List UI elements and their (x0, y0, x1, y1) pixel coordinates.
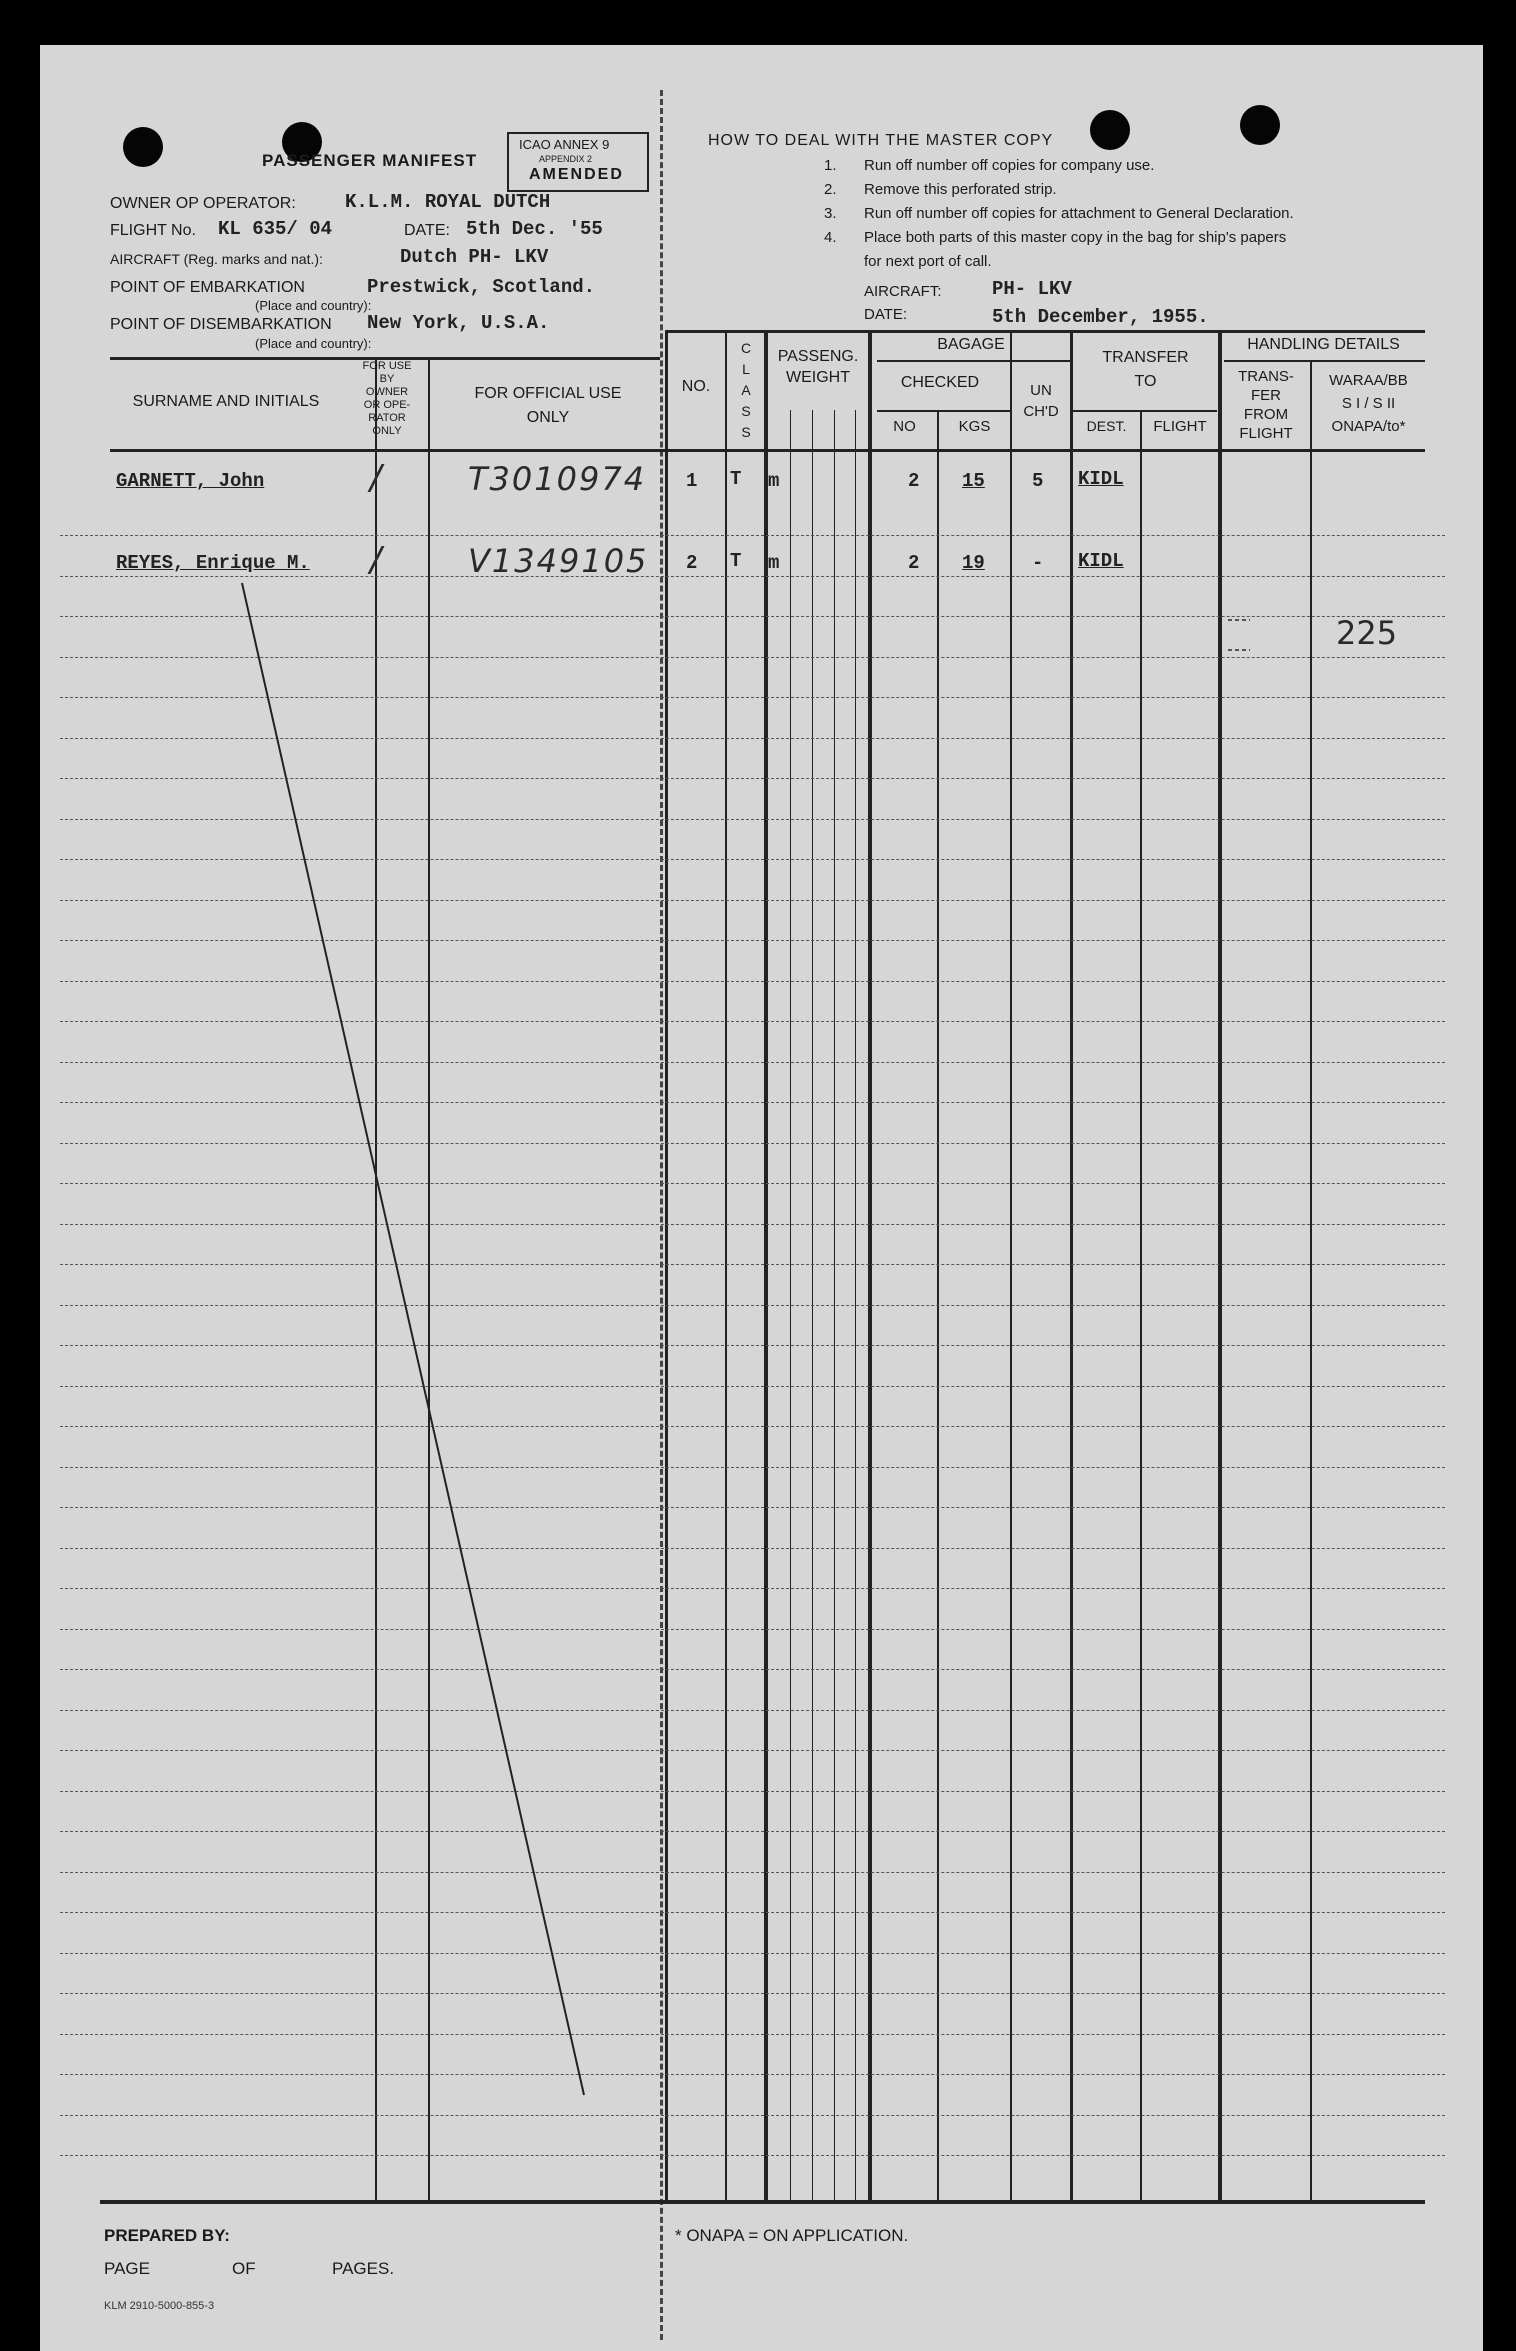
instr-date-label: DATE: (864, 306, 908, 323)
col-checked: CHECKED (900, 374, 980, 391)
col-flight: FLIGHT (1153, 418, 1207, 435)
transfer-dest: KIDL (1078, 468, 1124, 490)
instruction-text: for next port of call. (864, 253, 992, 270)
official-number: V1349105 (468, 542, 649, 580)
place-country-note: (Place and country): (255, 298, 372, 313)
owner-check-mark: / (370, 540, 382, 580)
disembarkation-label: POINT OF DISEMBARKATION (110, 316, 332, 333)
flight-label: FLIGHT No. (110, 222, 196, 239)
col-unchecked: UN CH'D (1023, 382, 1059, 420)
instruction-number: 2. (824, 181, 837, 198)
col-transfer-to: TRANSFER TO (1102, 349, 1189, 390)
flight-value: KL 635/ 04 (218, 218, 333, 240)
instruction-number: 1. (824, 157, 837, 174)
icao-box: ICAO ANNEX 9 APPENDIX 2 AMENDED (507, 132, 649, 192)
instruction-number: 4. (824, 229, 837, 246)
col-dest: DEST. (1086, 418, 1127, 434)
col-bagage: BAGAGE (937, 336, 1005, 353)
onapa-note: * ONAPA = ON APPLICATION. (675, 2226, 909, 2245)
handwritten-225: 225 (1336, 614, 1398, 652)
passenger-name: REYES, Enrique M. (116, 552, 310, 574)
col-surname: SURNAME AND INITIALS (132, 393, 320, 410)
col-transfer-from: TRANS- FER FROM FLIGHT (1238, 368, 1294, 442)
col-passenger-weight: PASSENG. WEIGHT (777, 348, 859, 386)
official-number: T3010974 (468, 460, 647, 498)
instr-date-value: 5th December, 1955. (992, 306, 1209, 328)
disembarkation-value: New York, U.S.A. (367, 312, 550, 334)
instruction-text: Run off number off copies for company use. (864, 157, 1155, 174)
form-code: KLM 2910-5000-855-3 (104, 2300, 215, 2312)
passenger-class: T (730, 468, 742, 490)
instr-aircraft-label: AIRCRAFT: (864, 283, 942, 300)
instr-aircraft-value: PH- LKV (992, 278, 1072, 300)
bag-kgs: 19 (962, 552, 985, 574)
col-official-use: FOR OFFICIAL USE ONLY (474, 385, 622, 426)
col-handling: HANDLING DETAILS (1247, 336, 1400, 353)
unchecked-bags: 5 (1032, 470, 1044, 492)
prepared-by-label: PREPARED BY: (104, 2226, 230, 2245)
unchecked-bags: - (1032, 552, 1044, 574)
passenger-weight: m (768, 470, 780, 492)
transfer-dest: KIDL (1078, 550, 1124, 572)
col-bag-kgs: KGS (958, 418, 991, 435)
passenger-no: 1 (686, 470, 698, 492)
owner-label: OWNER OP OPERATOR: (110, 195, 296, 212)
page-label: PAGE (104, 2259, 150, 2278)
of-label: OF (232, 2259, 256, 2278)
aircraft-label: AIRCRAFT (Reg. marks and nat.): (110, 251, 323, 267)
bag-count: 2 (908, 470, 920, 492)
instruction-number: 3. (824, 205, 837, 222)
instruction-text: Place both parts of this master copy in the bag for ship's papers (864, 229, 1287, 246)
col-bag-no: NO (893, 418, 916, 435)
date-value: 5th Dec. '55 (466, 218, 603, 240)
aircraft-value: Dutch PH- LKV (400, 246, 549, 268)
instruction-text: Remove this perforated strip. (864, 181, 1057, 198)
col-no: NO. (681, 378, 711, 395)
col-owner-use: FOR USE BY OWNER OR OPE- RATOR ONLY (362, 360, 412, 437)
place-country-note: (Place and country): (255, 336, 372, 351)
passenger-class: T (730, 550, 742, 572)
passenger-no: 2 (686, 552, 698, 574)
col-waraa: WARAA/BB S I / S II ONAPA/to* (1329, 372, 1408, 435)
date-label: DATE: (404, 222, 450, 239)
instruction-text: Run off number off copies for attachment to General Declaration. (864, 205, 1294, 222)
owner-value: K.L.M. ROYAL DUTCH (345, 191, 551, 213)
embarkation-value: Prestwick, Scotland. (367, 276, 596, 298)
col-class: C L A S S (740, 340, 752, 440)
owner-check-mark: / (370, 458, 382, 498)
embarkation-label: POINT OF EMBARKATION (110, 279, 305, 296)
instructions-title: HOW TO DEAL WITH THE MASTER COPY (708, 132, 1054, 149)
pages-label: PAGES. (332, 2259, 395, 2278)
passenger-name: GARNETT, John (116, 470, 265, 492)
manifest-title: PASSENGER MANIFEST (262, 151, 478, 170)
bag-kgs: 15 (962, 470, 985, 492)
passenger-weight: m (768, 552, 780, 574)
bag-count: 2 (908, 552, 920, 574)
